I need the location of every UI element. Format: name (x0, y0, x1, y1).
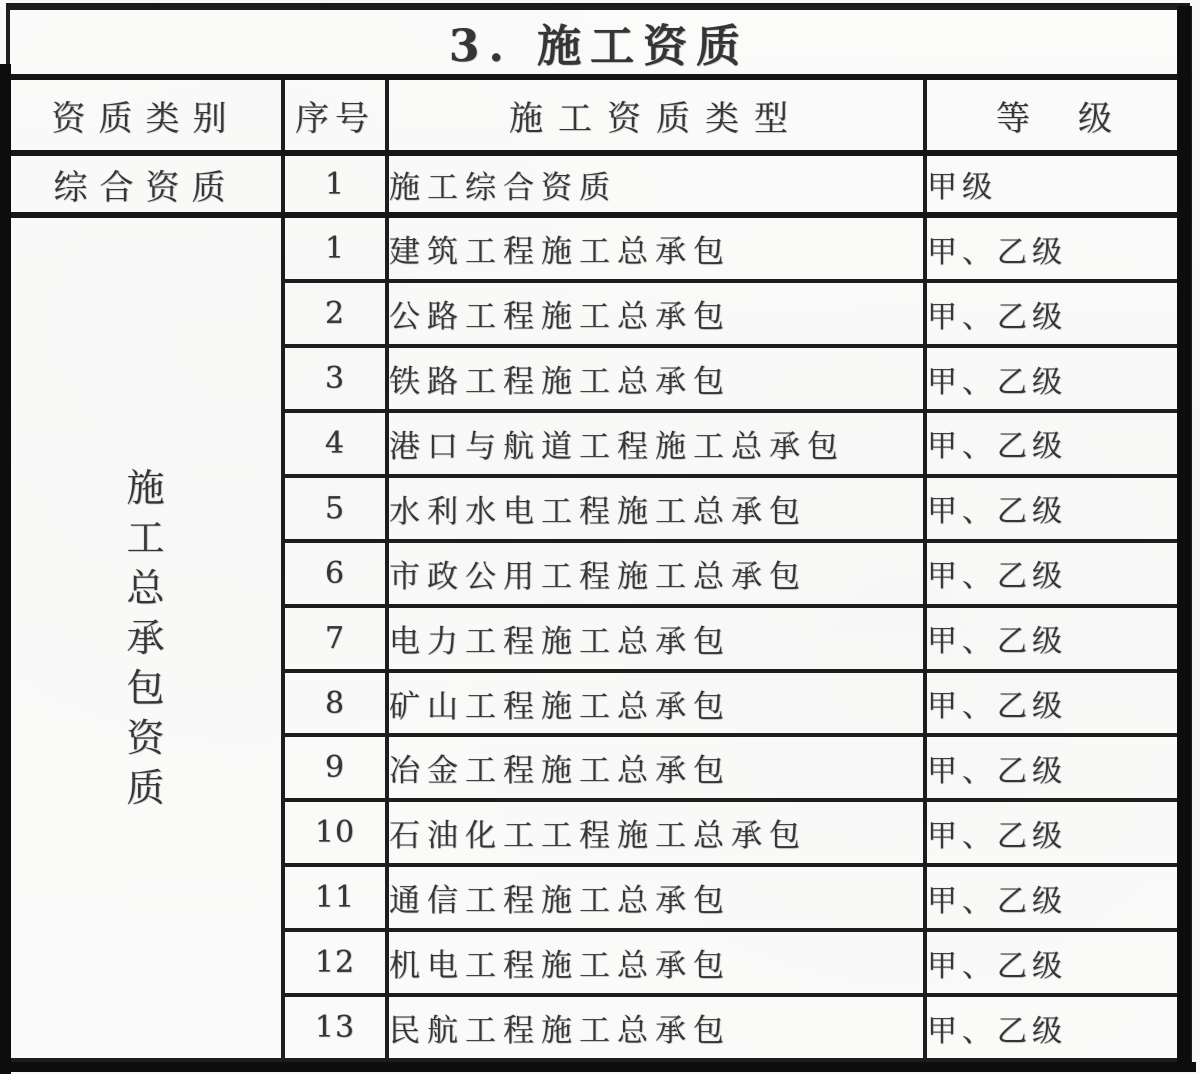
grade-cell: 甲、乙级 (925, 476, 1190, 541)
serial-cell: 7 (283, 606, 387, 671)
type-cell: 港口与航道工程施工总承包 (387, 411, 925, 476)
type-cell: 建筑工程施工总承包 (387, 215, 925, 281)
group-category-cell (8, 215, 283, 1060)
type-cell: 通信工程施工总承包 (387, 865, 925, 930)
type-cell: 石油化工工程施工总承包 (387, 800, 925, 865)
serial-cell: 6 (283, 541, 387, 606)
serial-cell: 2 (283, 281, 387, 346)
grade-cell: 甲、乙级 (925, 411, 1190, 476)
table-header-row (8, 77, 1190, 153)
serial-cell: 5 (283, 476, 387, 541)
scan-border-right (1177, 6, 1191, 1068)
grade-cell: 甲、乙级 (925, 346, 1190, 411)
header-category: 资质类别 (8, 77, 283, 153)
header-serial: 序号 (283, 77, 387, 153)
serial-cell: 1 (283, 153, 387, 215)
type-cell: 民航工程施工总承包 (387, 995, 925, 1060)
serial-cell: 11 (283, 865, 387, 930)
serial-cell: 12 (283, 930, 387, 995)
serial-cell: 10 (283, 800, 387, 865)
scan-border-left (0, 64, 11, 1074)
grade-cell: 甲、乙级 (925, 541, 1190, 606)
type-cell: 矿山工程施工总承包 (387, 671, 925, 736)
type-cell: 机电工程施工总承包 (387, 930, 925, 995)
grade-cell: 甲、乙级 (925, 930, 1190, 995)
type-cell: 水利水电工程施工总承包 (387, 476, 925, 541)
grade-cell: 甲、乙级 (925, 215, 1190, 281)
scan-border-bottom (0, 1062, 1196, 1072)
construction-qualification-table (6, 6, 1192, 1062)
page-title: 3. 施工资质 (448, 21, 750, 72)
type-cell: 公路工程施工总承包 (387, 281, 925, 346)
grade-cell: 甲、乙级 (925, 671, 1190, 736)
serial-cell: 8 (283, 671, 387, 736)
type-cell: 冶金工程施工总承包 (387, 735, 925, 800)
table-title-cell (8, 8, 1190, 77)
grade-cell: 甲、乙级 (925, 281, 1190, 346)
serial-cell: 3 (283, 346, 387, 411)
type-cell: 铁路工程施工总承包 (387, 346, 925, 411)
grade-cell: 甲、乙级 (925, 735, 1190, 800)
grade-cell: 甲、乙级 (925, 606, 1190, 671)
category-cell: 综合资质 (8, 153, 283, 215)
grade-cell: 甲、乙级 (925, 865, 1190, 930)
table-row (8, 153, 1190, 215)
scan-border-top (6, 3, 1190, 7)
table-row (8, 215, 1190, 281)
grade-cell: 甲、乙级 (925, 995, 1190, 1060)
serial-cell: 13 (283, 995, 387, 1060)
type-cell: 施工综合资质 (387, 153, 925, 215)
grade-cell: 甲级 (925, 153, 1190, 215)
serial-cell: 4 (283, 411, 387, 476)
serial-cell: 1 (283, 215, 387, 281)
type-cell: 电力工程施工总承包 (387, 606, 925, 671)
table-row (8, 8, 1190, 77)
header-grade: 等 级 (925, 77, 1190, 153)
grade-cell: 甲、乙级 (925, 800, 1190, 865)
type-cell: 市政公用工程施工总承包 (387, 541, 925, 606)
serial-cell: 9 (283, 735, 387, 800)
group-category-vertical-label: 施工总承包资质 (126, 466, 165, 810)
header-type: 施工资质类型 (387, 77, 925, 153)
